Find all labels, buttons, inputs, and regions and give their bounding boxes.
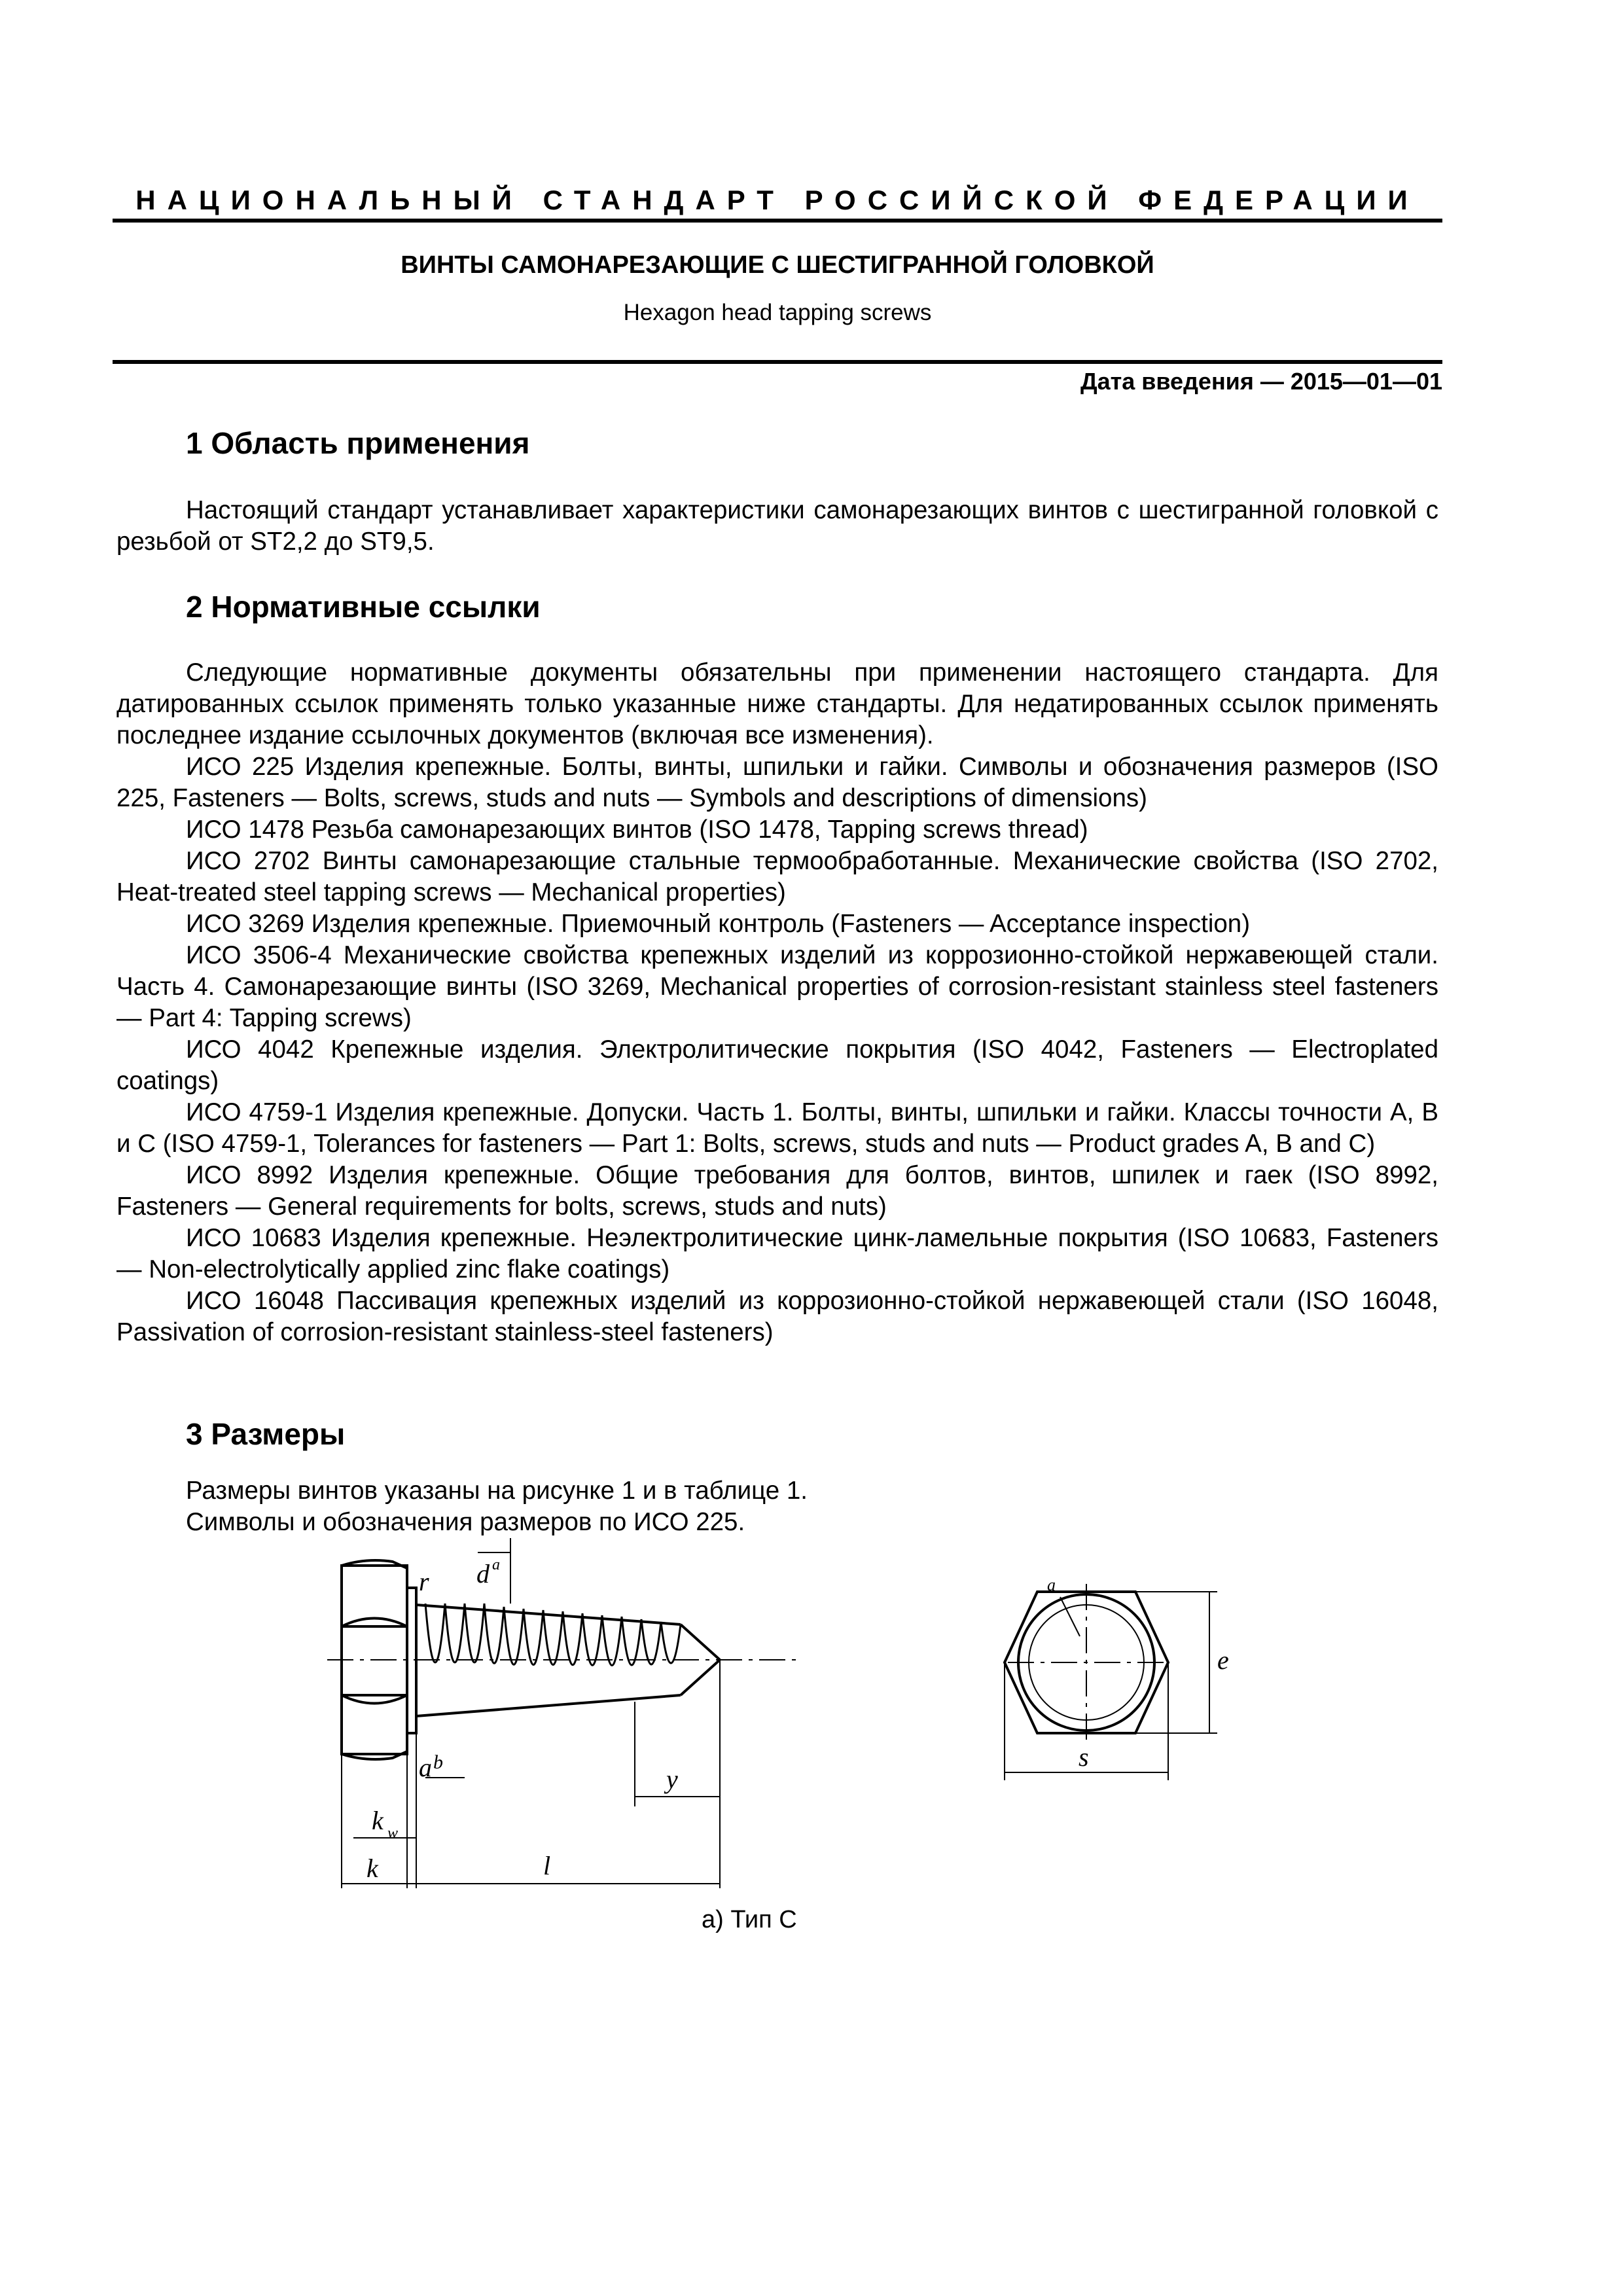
label-b: b — [433, 1751, 443, 1773]
label-a: a — [419, 1753, 432, 1782]
section-1-paragraph: Настоящий стандарт устанавливает характеристики самонарезающих винтов с шестигранной головкой с резьбой от ST2,2 до ST9,5. — [116, 496, 1438, 556]
reference-iso-16048: ИСО 16048 Пассивация крепежных изделий из коррозионно-стойкой нержавеющей стали (ISO 16048, Passivation of corrosion-resistant stainless-steel fasteners) — [116, 1287, 1438, 1346]
document-title: ВИНТЫ САМОНАРЕЗАЮЩИЕ С ШЕСТИГРАННОЙ ГОЛОВКОЙ — [401, 251, 1154, 279]
label-y: y — [666, 1765, 678, 1794]
figure-caption: а) Тип C — [702, 1906, 797, 1933]
label-e: e — [1217, 1645, 1229, 1675]
label-s: s — [1079, 1742, 1089, 1772]
reference-iso-1478: ИСО 1478 Резьба самонарезающих винтов (ISO 1478, Tapping screws thread) — [186, 816, 1088, 844]
section-2-paragraph: Следующие нормативные документы обязательны при применении настоящего стандарта. Для датированных ссылок применять только указанные ниже стандарты. Для недатированных ссылок применять последнее издание ссылочных документов (включая все изменения). — [116, 658, 1438, 749]
reference-iso-3269: ИСО 3269 Изделия крепежные. Приемочный контроль (Fasteners — Acceptance inspection) — [186, 910, 1251, 938]
reference-iso-3506-4: ИСО 3506-4 Механические свойства крепежных изделий из коррозионно-стойкой нержавеющей стали. Часть 4. Самонарезающие винты (ISO 3269, Mechanical properties of corrosion-resistant stainless steel fasteners — Part 4: Tapping screws) — [116, 941, 1438, 1032]
section-1-body — [116, 495, 1438, 558]
label-l: l — [543, 1851, 551, 1880]
section-2-heading: 2 Нормативные ссылки — [186, 590, 541, 624]
reference-iso-225: ИСО 225 Изделия крепежные. Болты, винты, шпильки и гайки. Символы и обозначения размеров (ISO 225, Fasteners — Bolts, screws, studs and nuts — Symbols and descriptions of dimensions) — [116, 753, 1438, 812]
header-rule-top — [113, 219, 1442, 223]
document-subtitle: Hexagon head tapping screws — [623, 300, 932, 325]
reference-iso-4042: ИСО 4042 Крепежные изделия. Электролитические покрытия (ISO 4042, Fasteners — Electroplated coatings) — [116, 1035, 1438, 1095]
hexagon-head-end-view — [929, 1558, 1257, 1859]
section-3-heading: 3 Размеры — [186, 1417, 346, 1451]
section-3-body — [116, 1475, 1438, 1538]
national-standard-header: НАЦИОНАЛЬНЫЙ СТАНДАРТ РОССИЙСКОЙ ФЕДЕРАЦИИ — [135, 185, 1419, 215]
label-k: k — [366, 1854, 378, 1883]
reference-iso-10683: ИСО 10683 Изделия крепежные. Неэлектролитические цинк-ламельные покрытия (ISO 10683, Fasteners — Non-electrolytically applied zinc flake coatings) — [116, 1224, 1438, 1283]
thread-waves — [425, 1604, 681, 1666]
label-da: d — [476, 1559, 490, 1588]
label-kw: k — [372, 1806, 383, 1835]
section-2-body — [116, 657, 1438, 1348]
section-3-paragraph: Размеры винтов указаны на рисунке 1 и в таблице 1. — [186, 1477, 808, 1505]
reference-iso-8992: ИСО 8992 Изделия крепежные. Общие требования для болтов, винтов, шпилек и гаек (ISO 8992, Fasteners — General requirements for bolts, screws, studs and nuts) — [116, 1161, 1438, 1221]
reference-iso-2702: ИСО 2702 Винты самонарезающие стальные термообработанные. Механические свойства (ISO 2702, Heat-treated steel tapping screws — Mechanical properties) — [116, 847, 1438, 906]
label-da-sub: a — [492, 1556, 500, 1573]
reference-iso-4759-1: ИСО 4759-1 Изделия крепежные. Допуски. Часть 1. Болты, винты, шпильки и гайки. Классы точности A, B и C (ISO 4759-1, Tolerances for fasteners — Part 1: Bolts, screws, studs and nuts — Product grades A, B and C) — [116, 1098, 1438, 1158]
label-kw-sub: w — [387, 1825, 399, 1842]
introduction-date: Дата введения — 2015—01—01 — [1080, 368, 1442, 395]
label-a-top: a — [1047, 1575, 1056, 1594]
label-r: r — [419, 1567, 429, 1596]
header-rule-bottom — [113, 360, 1442, 364]
section-3-paragraph: Символы и обозначения размеров по ИСО 225. — [186, 1508, 745, 1536]
screw-side-view-drawing — [327, 1532, 825, 1898]
section-1-heading: 1 Область применения — [186, 426, 530, 460]
